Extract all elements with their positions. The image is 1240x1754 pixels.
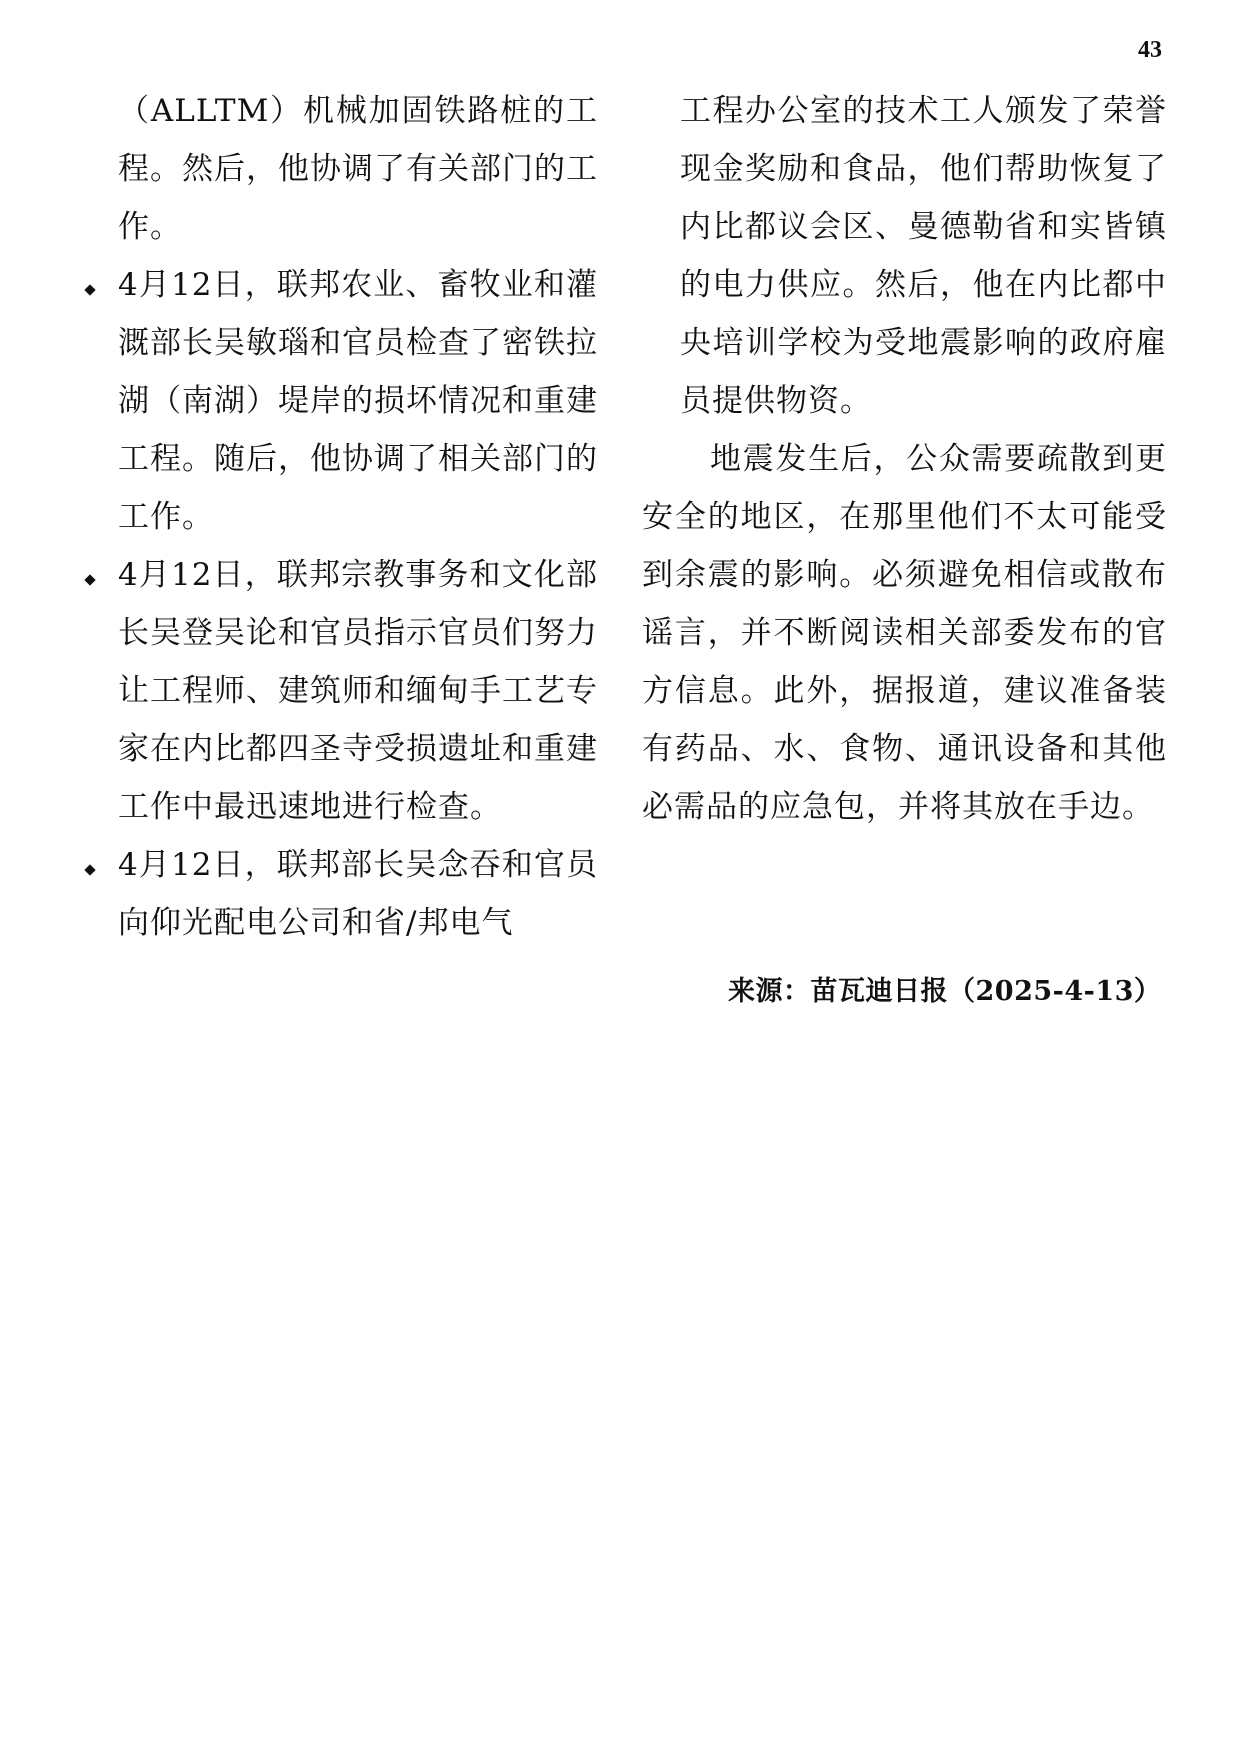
bullet-item-electricity [118,836,598,952]
bullet-continuation-text: 工程办公室的技术工人颁发了荣誉现金奖励和食品，他们帮助恢复了内比都议会区、曼德勒省和实皆镇的电力供应。然后，他在内比都中央培训学校为受地震影响的政府雇员提供物资。 [680,93,1167,419]
left-column [118,82,598,952]
bullet-item-agriculture [118,256,598,546]
bullet-item-religious-affairs [118,546,598,836]
page-number: 43 [1138,37,1162,63]
bullet-text: 4月12日，联邦部长吴念吞和官员向仰光配电公司和省/邦电气 [118,847,598,941]
diamond-bullet-icon [80,256,100,314]
left-intro-text: （ALLTM）机械加固铁路桩的工程。然后，他协调了有关部门的工作。 [118,93,598,245]
diamond-bullet-icon [80,836,100,894]
earthquake-advice-paragraph: 地震发生后，公众需要疏散到更安全的地区，在那里他们不太可能受到余震的影响。必须避免相信或散布谣言，并不断阅读相关部委发布的官方信息。此外，据报道，建议准备装有药品、水、食物、通讯设备和其他必需品的应急包，并将其放在手边。 [642,441,1167,825]
bullet-text: 4月12日，联邦宗教事务和文化部长吴登吴论和官员指示官员们努力让工程师、建筑师和缅甸手工艺专家在内比都四圣寺受损遗址和重建工作中最迅速地进行检查。 [118,557,598,825]
diamond-bullet-icon [80,546,100,604]
source-citation: 来源：苗瓦迪日报（2025-4-13） [728,976,1162,1007]
right-column [642,82,1167,836]
bullet-text: 4月12日，联邦农业、畜牧业和灌溉部长吴敏瑙和官员检查了密铁拉湖（南湖）堤岸的损坏情况和重建工程。随后，他协调了相关部门的工作。 [118,267,598,535]
